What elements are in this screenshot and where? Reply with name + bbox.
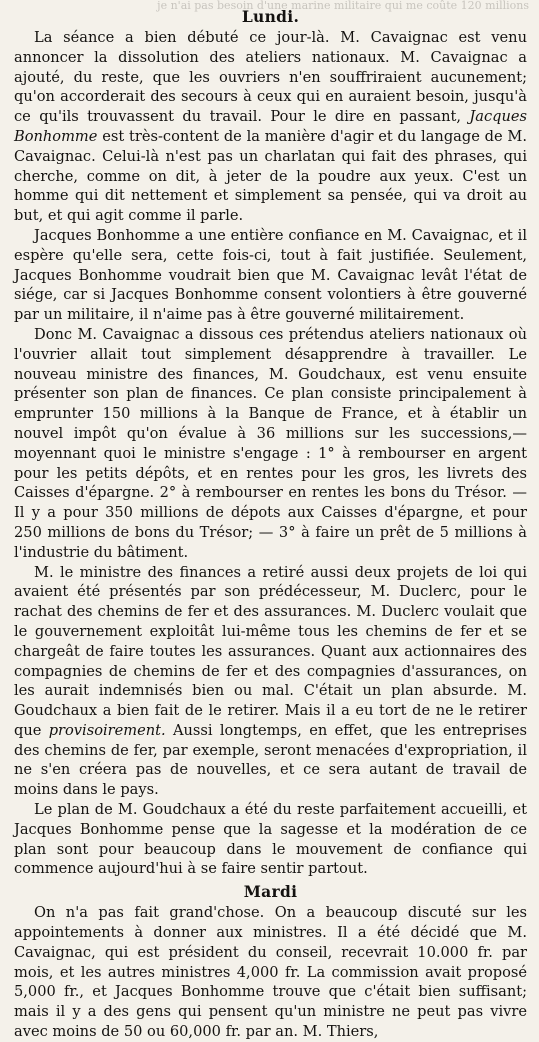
section-heading-lundi: Lundi. xyxy=(241,7,300,26)
paragraph xyxy=(14,800,527,879)
text-run: Donc M. Cavaignac a dissous ces prétendus ateliers nationaux où l'ouvrier allait tout simplement désapprendre à travailler. Le nouveau ministre des finances, M. Goudchaux, est venu ensuite présenter son plan de finances. Ce plan consiste principalement à emprunter 150 millions à la Banque de France, et à établir un nouvel impôt qu'on évalue à 36 millions sur les successions,—moyennant quoi le ministre s'engage : 1° à rembourser en argent pour les petits dépôts, et en rentes pour les gros, les livrets des Caisses d'épargne. 2° à rembourser en rentes les bons du Trésor. — Il y a pour 350 millions de dépots aux Caisses d'épargne, et pour 250 millions de bons du Trésor; — 3° à faire un prêt de 5 millions à l'industrie du bâtiment. xyxy=(14,325,527,561)
text-run: M. le ministre des finances a retiré aussi deux projets de loi qui avaient été présentés par son prédécesseur, M. Duclerc, pour le rachat des chemins de fer et des assurances. M. Duclerc voulait que le gouvernement exploitât lui-même tous les chemins de fer et se chargeât de faire toutes les assurances. Quant aux actionnaires des compagnies de chemins de fer et des compagnies d'assurances, on les aurait indemnisés bien ou mal. C'était un plan absurde. M. Goudchaux a bien fait de le retirer. Mais il a eu tort de ne le retirer que xyxy=(14,563,527,739)
text-run: Le plan de M. Goudchaux a été du reste parfaitement accueilli, et Jacques Bonhomme pense que la sagesse et la modération de ce plan sont pour beaucoup dans le mouvement de confiance qui commence aujourd'hui à se faire sentir partout. xyxy=(14,801,527,878)
paragraph xyxy=(14,325,527,563)
paragraph xyxy=(14,226,527,325)
italic-text-run: Jacques Bonhomme xyxy=(14,108,527,145)
bleed-through-text: je n'ai pas besoin d'une marine militaire qui me coûte 120 millions xyxy=(157,0,529,12)
text-run: Aussi longtemps, en effet, que les entreprises des chemins de fer, par exemple, seront menacées d'expropriation, il ne s'en créera pas de nouvelles, et ce sera autant de travail de moins dans le pays. xyxy=(14,721,527,799)
section-lundi xyxy=(14,6,527,879)
section-body-lundi xyxy=(14,28,527,879)
paragraph xyxy=(14,903,527,1042)
paragraph xyxy=(14,28,527,226)
text-run: On n'a pas fait grand'chose. On a beaucoup discuté sur les appointements à donner aux ministres. Il a été décidé que M. Cavaignac, qui est président du conseil, recevrait 10.000 fr. par mois, et les autres ministres 4,000 fr. La commission avait proposé 5,000 fr., et Jacques Bonhomme trouve que c'était bien suffisant; mais il y a des gens qui pensent qu'un ministre ne peut pas vivre avec moins de 50 ou 60,000 fr. par an. M. Thiers, xyxy=(14,904,527,1041)
text-run: Jacques Bonhomme a une entière confiance en M. Cavaignac, et il espère qu'elle sera, cette fois-ci, tout à fait justifiée. Seulement, Jacques Bonhomme voudrait bien que M. Cavaignac levât l'état de siége, car si Jacques Bonhomme consent volontiers à être gouverné par un militaire, il n'aime pas à être gouverné militairement. xyxy=(14,226,527,324)
section-body-mardi xyxy=(14,903,527,1042)
section-heading-mardi: Mardi xyxy=(243,882,298,902)
text-run: est très-content de la manière d'agir et du langage de M. Cavaignac. Celui-là n'est pas un charlatan qui fait des phrases, qui cherche, comme on dit, à jeter de la poudre aux yeux. C'est un homme qui dit nettement et simplement sa pensée, qui va droit au but, et qui agit comme il parle. xyxy=(14,127,527,225)
text-run: La séance a bien débuté ce jour-là. M. Cavaignac est venu annoncer la dissolution des ateliers nationaux. M. Cavaignac a ajouté, du reste, que les ouvriers n'en souffriraient aucunement; qu'on accorderait des secours à ceux qui en auraient besoin, jusqu'à ce qu'ils trouvassent du travail. Pour le dire en passant, xyxy=(14,29,527,126)
italic-text-run: provisoirement. xyxy=(48,721,166,739)
paragraph xyxy=(14,563,527,801)
section-mardi xyxy=(14,881,527,1042)
